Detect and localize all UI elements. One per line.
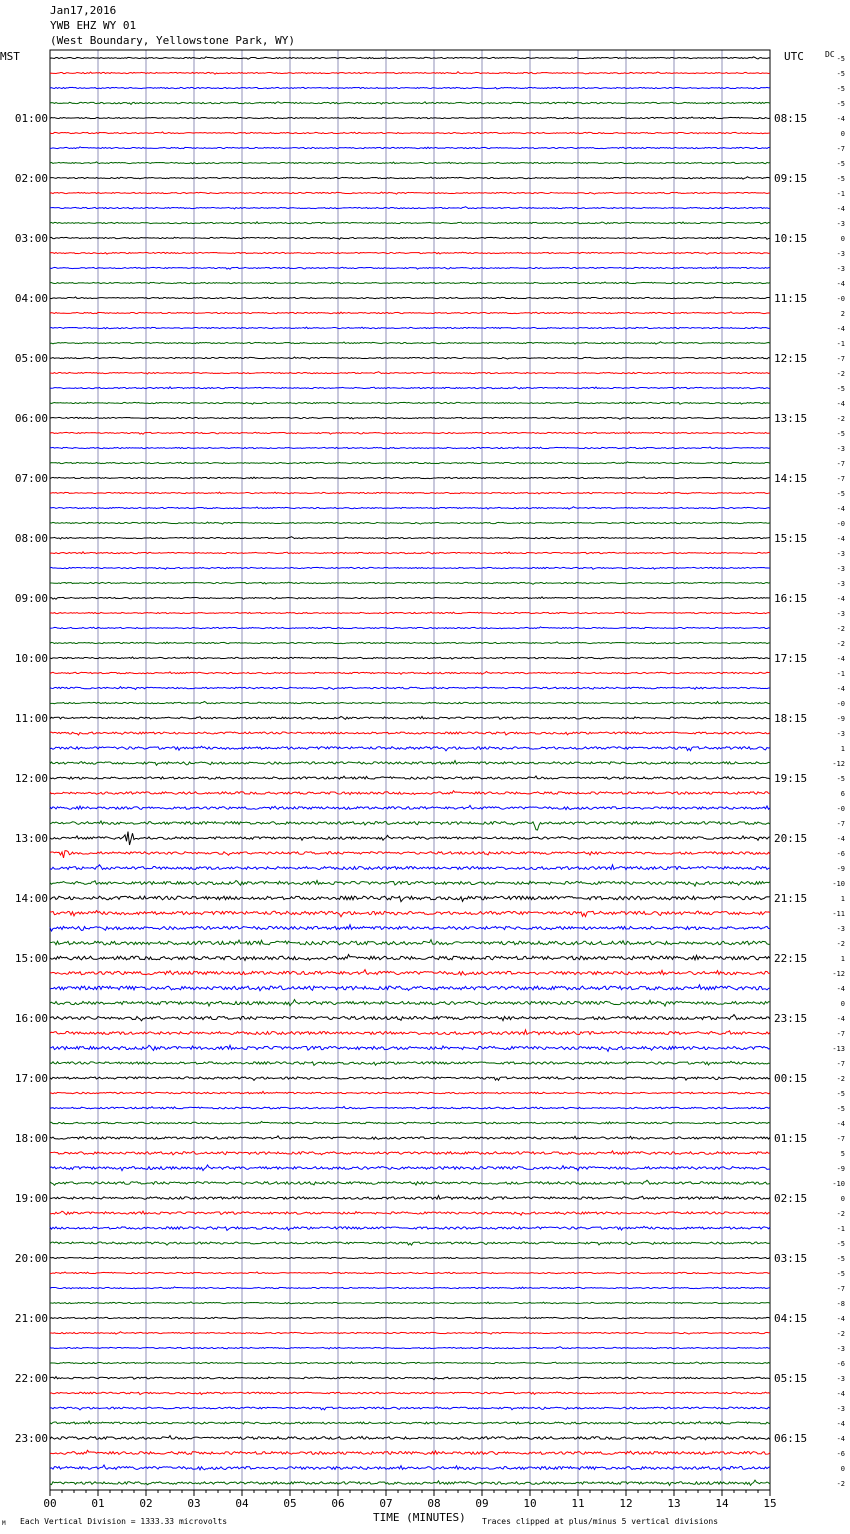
dc-offset-label: -4 — [836, 1390, 845, 1398]
dc-offset-label: -5 — [836, 55, 845, 63]
hour-label-utc: 10:15 — [774, 232, 808, 245]
dc-offset-label: -10 — [832, 1180, 845, 1188]
x-tick-label: 12 — [619, 1497, 633, 1510]
dc-offset-label: -2 — [836, 940, 845, 948]
trace-row — [50, 1091, 770, 1093]
trace-row — [50, 237, 770, 239]
hour-label-mst: 18:00 — [14, 1132, 48, 1145]
dc-offset-label: -2 — [836, 625, 845, 633]
hour-label-mst: 16:00 — [14, 1012, 48, 1025]
x-tick-label: 07 — [379, 1497, 393, 1510]
dc-offset-label: -3 — [836, 580, 845, 588]
dc-offset-label: -3 — [836, 445, 845, 453]
trace-row — [50, 732, 770, 735]
trace-row — [50, 627, 770, 629]
trace-row — [50, 72, 770, 75]
dc-offset-label: -2 — [836, 640, 845, 648]
dc-offset-label: -1 — [836, 670, 845, 678]
dc-offset-label: -12 — [832, 970, 845, 978]
dc-offset-label: 2 — [840, 310, 845, 318]
trace-row — [50, 222, 770, 224]
hour-label-utc: 16:15 — [774, 592, 808, 605]
dc-offset-label: -4 — [836, 1120, 845, 1128]
trace-row — [50, 1015, 770, 1021]
hour-label-utc: 06:15 — [774, 1432, 808, 1445]
trace-row — [50, 507, 770, 509]
x-tick-label: 06 — [331, 1497, 345, 1510]
dc-offset-label: -6 — [836, 1360, 845, 1368]
dc-offset-label: -5 — [836, 1105, 845, 1113]
hour-label-mst: 08:00 — [14, 532, 48, 545]
dc-offset-label: -11 — [832, 910, 845, 918]
dc-offset-label: -4 — [836, 985, 845, 993]
dc-offset-label: 0 — [840, 1195, 845, 1203]
trace-row — [50, 252, 770, 254]
dc-offset-label: -4 — [836, 205, 845, 213]
trace-row — [50, 522, 770, 524]
dc-offset-header: DC — [825, 50, 835, 59]
trace-row — [50, 537, 770, 539]
dc-offset-label: -9 — [836, 715, 845, 723]
dc-offset-label: -3 — [836, 220, 845, 228]
dc-offset-label: -4 — [836, 505, 845, 513]
hour-label-utc: 21:15 — [774, 892, 808, 905]
trace-row — [50, 432, 770, 434]
dc-offset-label: -4 — [836, 655, 845, 663]
hour-label-mst: 10:00 — [14, 652, 48, 665]
trace-row — [50, 1151, 770, 1155]
x-axis-label: TIME (MINUTES) — [373, 1511, 466, 1524]
trace-row — [50, 342, 770, 344]
trace-row — [50, 1421, 770, 1424]
trace-row — [50, 851, 770, 858]
trace-row — [50, 1196, 770, 1200]
trace-row — [50, 1436, 770, 1440]
dc-offset-label: -8 — [836, 1300, 845, 1308]
trace-row — [50, 612, 770, 614]
trace-row — [50, 567, 770, 569]
x-tick-label: 05 — [283, 1497, 297, 1510]
dc-offset-label: -12 — [832, 760, 845, 768]
trace-row — [50, 87, 770, 89]
dc-offset-label: -2 — [836, 1330, 845, 1338]
dc-offset-label: 0 — [840, 1465, 845, 1473]
hour-label-mst: 19:00 — [14, 1192, 48, 1205]
hour-label-utc: 15:15 — [774, 532, 808, 545]
dc-offset-label: -9 — [836, 1165, 845, 1173]
trace-row — [50, 1272, 770, 1274]
trace-row — [50, 1226, 770, 1230]
hour-label-utc: 18:15 — [774, 712, 808, 725]
dc-offset-label: 0 — [840, 1000, 845, 1008]
trace-row — [50, 1362, 770, 1364]
hour-label-utc: 19:15 — [774, 772, 808, 785]
trace-row — [50, 147, 770, 149]
trace-row — [50, 1000, 770, 1007]
dc-offset-label: -3 — [836, 1345, 845, 1353]
dc-offset-label: -7 — [836, 820, 845, 828]
hour-label-utc: 05:15 — [774, 1372, 808, 1385]
x-tick-label: 09 — [475, 1497, 489, 1510]
trace-row — [50, 1077, 770, 1081]
hour-label-utc: 11:15 — [774, 292, 808, 305]
trace-row — [50, 1407, 770, 1410]
trace-row — [50, 387, 770, 389]
trace-row — [50, 776, 770, 779]
trace-row — [50, 177, 770, 179]
dc-offset-label: -10 — [832, 880, 845, 888]
hour-label-mst: 12:00 — [14, 772, 48, 785]
station-location: (West Boundary, Yellowstone Park, WY) — [50, 34, 296, 47]
trace-row — [50, 492, 770, 494]
trace-row — [50, 791, 770, 795]
dc-offset-label: -2 — [836, 415, 845, 423]
dc-offset-label: -0 — [836, 295, 845, 303]
station-name: YWB EHZ WY 01 — [50, 19, 137, 32]
dc-offset-label: -2 — [836, 1480, 845, 1488]
hour-label-utc: 22:15 — [774, 952, 808, 965]
trace-row — [50, 1347, 770, 1349]
dc-offset-label: -4 — [836, 280, 845, 288]
trace-row — [50, 1045, 770, 1051]
dc-offset-label: -4 — [836, 1435, 845, 1443]
hour-label-mst: 17:00 — [14, 1072, 48, 1085]
dc-offset-label: -5 — [836, 70, 845, 78]
trace-row — [50, 477, 770, 479]
dc-offset-label: -5 — [836, 100, 845, 108]
hour-label-utc: 04:15 — [774, 1312, 808, 1325]
trace-row — [50, 954, 770, 960]
trace-row — [50, 207, 770, 209]
trace-row — [50, 896, 770, 901]
trace-row — [50, 821, 770, 830]
trace-row — [50, 327, 770, 329]
dc-offset-label: -3 — [836, 1375, 845, 1383]
trace-row — [50, 162, 770, 164]
trace-row — [50, 940, 770, 945]
hour-label-utc: 08:15 — [774, 112, 808, 125]
dc-offset-label: -1 — [836, 190, 845, 198]
dc-offset-label: -2 — [836, 1075, 845, 1083]
trace-row — [50, 985, 770, 991]
corner-mark: M — [2, 1520, 6, 1527]
x-tick-label: 10 — [523, 1497, 537, 1510]
dc-offset-label: -6 — [836, 850, 845, 858]
hour-label-mst: 21:00 — [14, 1312, 48, 1325]
hour-label-utc: 09:15 — [774, 172, 808, 185]
trace-row — [50, 746, 770, 751]
dc-offset-label: -7 — [836, 475, 845, 483]
dc-offset-label: -4 — [836, 1315, 845, 1323]
hour-label-mst: 23:00 — [14, 1432, 48, 1445]
trace-row — [50, 805, 770, 809]
dc-offset-label: -0 — [836, 805, 845, 813]
x-tick-label: 11 — [571, 1497, 585, 1510]
trace-row — [50, 1165, 770, 1171]
hour-label-mst: 20:00 — [14, 1252, 48, 1265]
trace-row — [50, 297, 770, 299]
x-tick-label: 13 — [667, 1497, 681, 1510]
dc-offset-label: -3 — [836, 925, 845, 933]
hour-label-utc: 01:15 — [774, 1132, 808, 1145]
dc-offset-label: -4 — [836, 115, 845, 123]
dc-offset-label: -1 — [836, 340, 845, 348]
trace-row — [50, 671, 770, 674]
trace-row — [50, 1242, 770, 1245]
trace-row — [50, 880, 770, 886]
dc-offset-label: -5 — [836, 1255, 845, 1263]
trace-row — [50, 925, 770, 931]
trace-row — [50, 1136, 770, 1140]
plot-date: Jan17,2016 — [50, 4, 117, 17]
dc-offset-label: -4 — [836, 835, 845, 843]
dc-offset-label: -5 — [836, 490, 845, 498]
dc-offset-label: -3 — [836, 730, 845, 738]
dc-offset-label: -4 — [836, 325, 845, 333]
dc-offset-label: 0 — [840, 235, 845, 243]
trace-row — [50, 447, 770, 449]
hour-label-mst: 01:00 — [14, 112, 48, 125]
hour-label-utc: 13:15 — [774, 412, 808, 425]
trace-row — [50, 1107, 770, 1109]
trace-row — [50, 1450, 770, 1454]
dc-offset-label: -5 — [836, 160, 845, 168]
hour-label-mst: 13:00 — [14, 832, 48, 845]
dc-offset-label: -7 — [836, 1060, 845, 1068]
trace-row — [50, 1480, 770, 1485]
dc-offset-label: -5 — [836, 85, 845, 93]
dc-offset-label: -3 — [836, 1405, 845, 1413]
dc-offset-label: -5 — [836, 1090, 845, 1098]
hour-label-mst: 07:00 — [14, 472, 48, 485]
trace-row — [50, 1061, 770, 1065]
hour-label-utc: 02:15 — [774, 1192, 808, 1205]
dc-offset-label: -5 — [836, 775, 845, 783]
trace-row — [50, 597, 770, 599]
x-tick-label: 02 — [139, 1497, 153, 1510]
trace-row — [50, 1465, 770, 1470]
dc-offset-label: 6 — [840, 790, 845, 798]
hour-label-mst: 05:00 — [14, 352, 48, 365]
dc-offset-label: -5 — [836, 1240, 845, 1248]
dc-offset-label: -3 — [836, 250, 845, 258]
dc-offset-label: -7 — [836, 355, 845, 363]
trace-row — [50, 102, 770, 105]
dc-offset-label: -4 — [836, 1015, 845, 1023]
dc-offset-label: -2 — [836, 370, 845, 378]
dc-offset-label: -5 — [836, 385, 845, 393]
hour-label-mst: 15:00 — [14, 952, 48, 965]
trace-row — [50, 970, 770, 975]
dc-offset-label: -4 — [836, 595, 845, 603]
trace-row — [50, 865, 770, 870]
x-tick-label: 04 — [235, 1497, 249, 1510]
dc-offset-label: -4 — [836, 1420, 845, 1428]
dc-offset-label: -5 — [836, 175, 845, 183]
dc-offset-label: 0 — [840, 130, 845, 138]
dc-offset-label: -4 — [836, 685, 845, 693]
trace-row — [50, 282, 770, 284]
trace-row — [50, 657, 770, 659]
trace-row — [50, 642, 770, 644]
dc-offset-label: -2 — [836, 1210, 845, 1218]
trace-row — [50, 1302, 770, 1304]
trace-row — [50, 1121, 770, 1124]
trace-row — [50, 1377, 770, 1380]
dc-offset-label: -5 — [836, 430, 845, 438]
dc-offset-label: -13 — [832, 1045, 845, 1053]
trace-row — [50, 267, 770, 269]
dc-offset-label: -5 — [836, 1270, 845, 1278]
x-tick-label: 08 — [427, 1497, 441, 1510]
trace-row — [50, 462, 770, 464]
hour-label-mst: 02:00 — [14, 172, 48, 185]
trace-row — [50, 417, 770, 419]
dc-offset-label: -3 — [836, 265, 845, 273]
trace-row — [50, 761, 770, 766]
trace-row — [50, 1257, 770, 1259]
trace-row — [50, 357, 770, 359]
trace-row — [50, 702, 770, 704]
trace-row — [50, 687, 770, 690]
trace-row — [50, 1180, 770, 1185]
left-timezone-label: MST — [0, 50, 20, 63]
trace-row — [50, 132, 770, 134]
trace-row — [50, 312, 770, 314]
trace-row — [50, 372, 770, 374]
trace-row — [50, 57, 770, 59]
dc-offset-label: -7 — [836, 460, 845, 468]
dc-offset-label: -0 — [836, 700, 845, 708]
dc-offset-label: -7 — [836, 145, 845, 153]
trace-row — [50, 402, 770, 404]
hour-label-utc: 23:15 — [774, 1012, 808, 1025]
dc-offset-label: -7 — [836, 1030, 845, 1038]
trace-row — [50, 1392, 770, 1395]
hour-label-mst: 03:00 — [14, 232, 48, 245]
hour-label-utc: 20:15 — [774, 832, 808, 845]
trace-row — [50, 716, 770, 719]
x-tick-label: 01 — [91, 1497, 105, 1510]
trace-row — [50, 192, 770, 194]
dc-offset-label: 1 — [840, 955, 845, 963]
trace-row — [50, 582, 770, 584]
dc-offset-label: -4 — [836, 400, 845, 408]
hour-label-utc: 14:15 — [774, 472, 808, 485]
trace-row — [50, 552, 770, 554]
trace-row — [50, 1030, 770, 1035]
hour-label-mst: 11:00 — [14, 712, 48, 725]
trace-row — [50, 1287, 770, 1289]
dc-offset-label: -7 — [836, 1135, 845, 1143]
trace-row — [50, 1211, 770, 1215]
trace-row — [50, 1332, 770, 1334]
trace-row — [50, 117, 770, 119]
hour-label-utc: 00:15 — [774, 1072, 808, 1085]
dc-offset-label: -4 — [836, 535, 845, 543]
hour-label-mst: 04:00 — [14, 292, 48, 305]
dc-offset-label: -6 — [836, 1450, 845, 1458]
trace-row — [50, 832, 770, 845]
hour-label-mst: 09:00 — [14, 592, 48, 605]
hour-label-utc: 03:15 — [774, 1252, 808, 1265]
trace-row — [50, 911, 770, 917]
dc-offset-label: 1 — [840, 895, 845, 903]
dc-offset-label: -1 — [836, 1225, 845, 1233]
dc-offset-label: -7 — [836, 1285, 845, 1293]
trace-row — [50, 1317, 770, 1319]
hour-label-mst: 14:00 — [14, 892, 48, 905]
hour-label-utc: 17:15 — [774, 652, 808, 665]
dc-offset-label: 1 — [840, 745, 845, 753]
hour-label-mst: 22:00 — [14, 1372, 48, 1385]
right-timezone-label: UTC — [784, 50, 804, 63]
x-tick-label: 14 — [715, 1497, 729, 1510]
hour-label-utc: 12:15 — [774, 352, 808, 365]
dc-offset-label: -3 — [836, 565, 845, 573]
dc-offset-label: -3 — [836, 610, 845, 618]
x-tick-label: 15 — [763, 1497, 777, 1510]
dc-offset-label: -3 — [836, 550, 845, 558]
dc-offset-label: -9 — [836, 865, 845, 873]
dc-offset-label: -0 — [836, 520, 845, 528]
dc-offset-label: 5 — [840, 1150, 845, 1158]
x-tick-label: 00 — [43, 1497, 57, 1510]
x-tick-label: 03 — [187, 1497, 201, 1510]
scale-note: Each Vertical Division = 1333.33 microvolts — [20, 1517, 228, 1526]
clip-note: Traces clipped at plus/minus 5 vertical divisions — [482, 1517, 719, 1526]
hour-label-mst: 06:00 — [14, 412, 48, 425]
